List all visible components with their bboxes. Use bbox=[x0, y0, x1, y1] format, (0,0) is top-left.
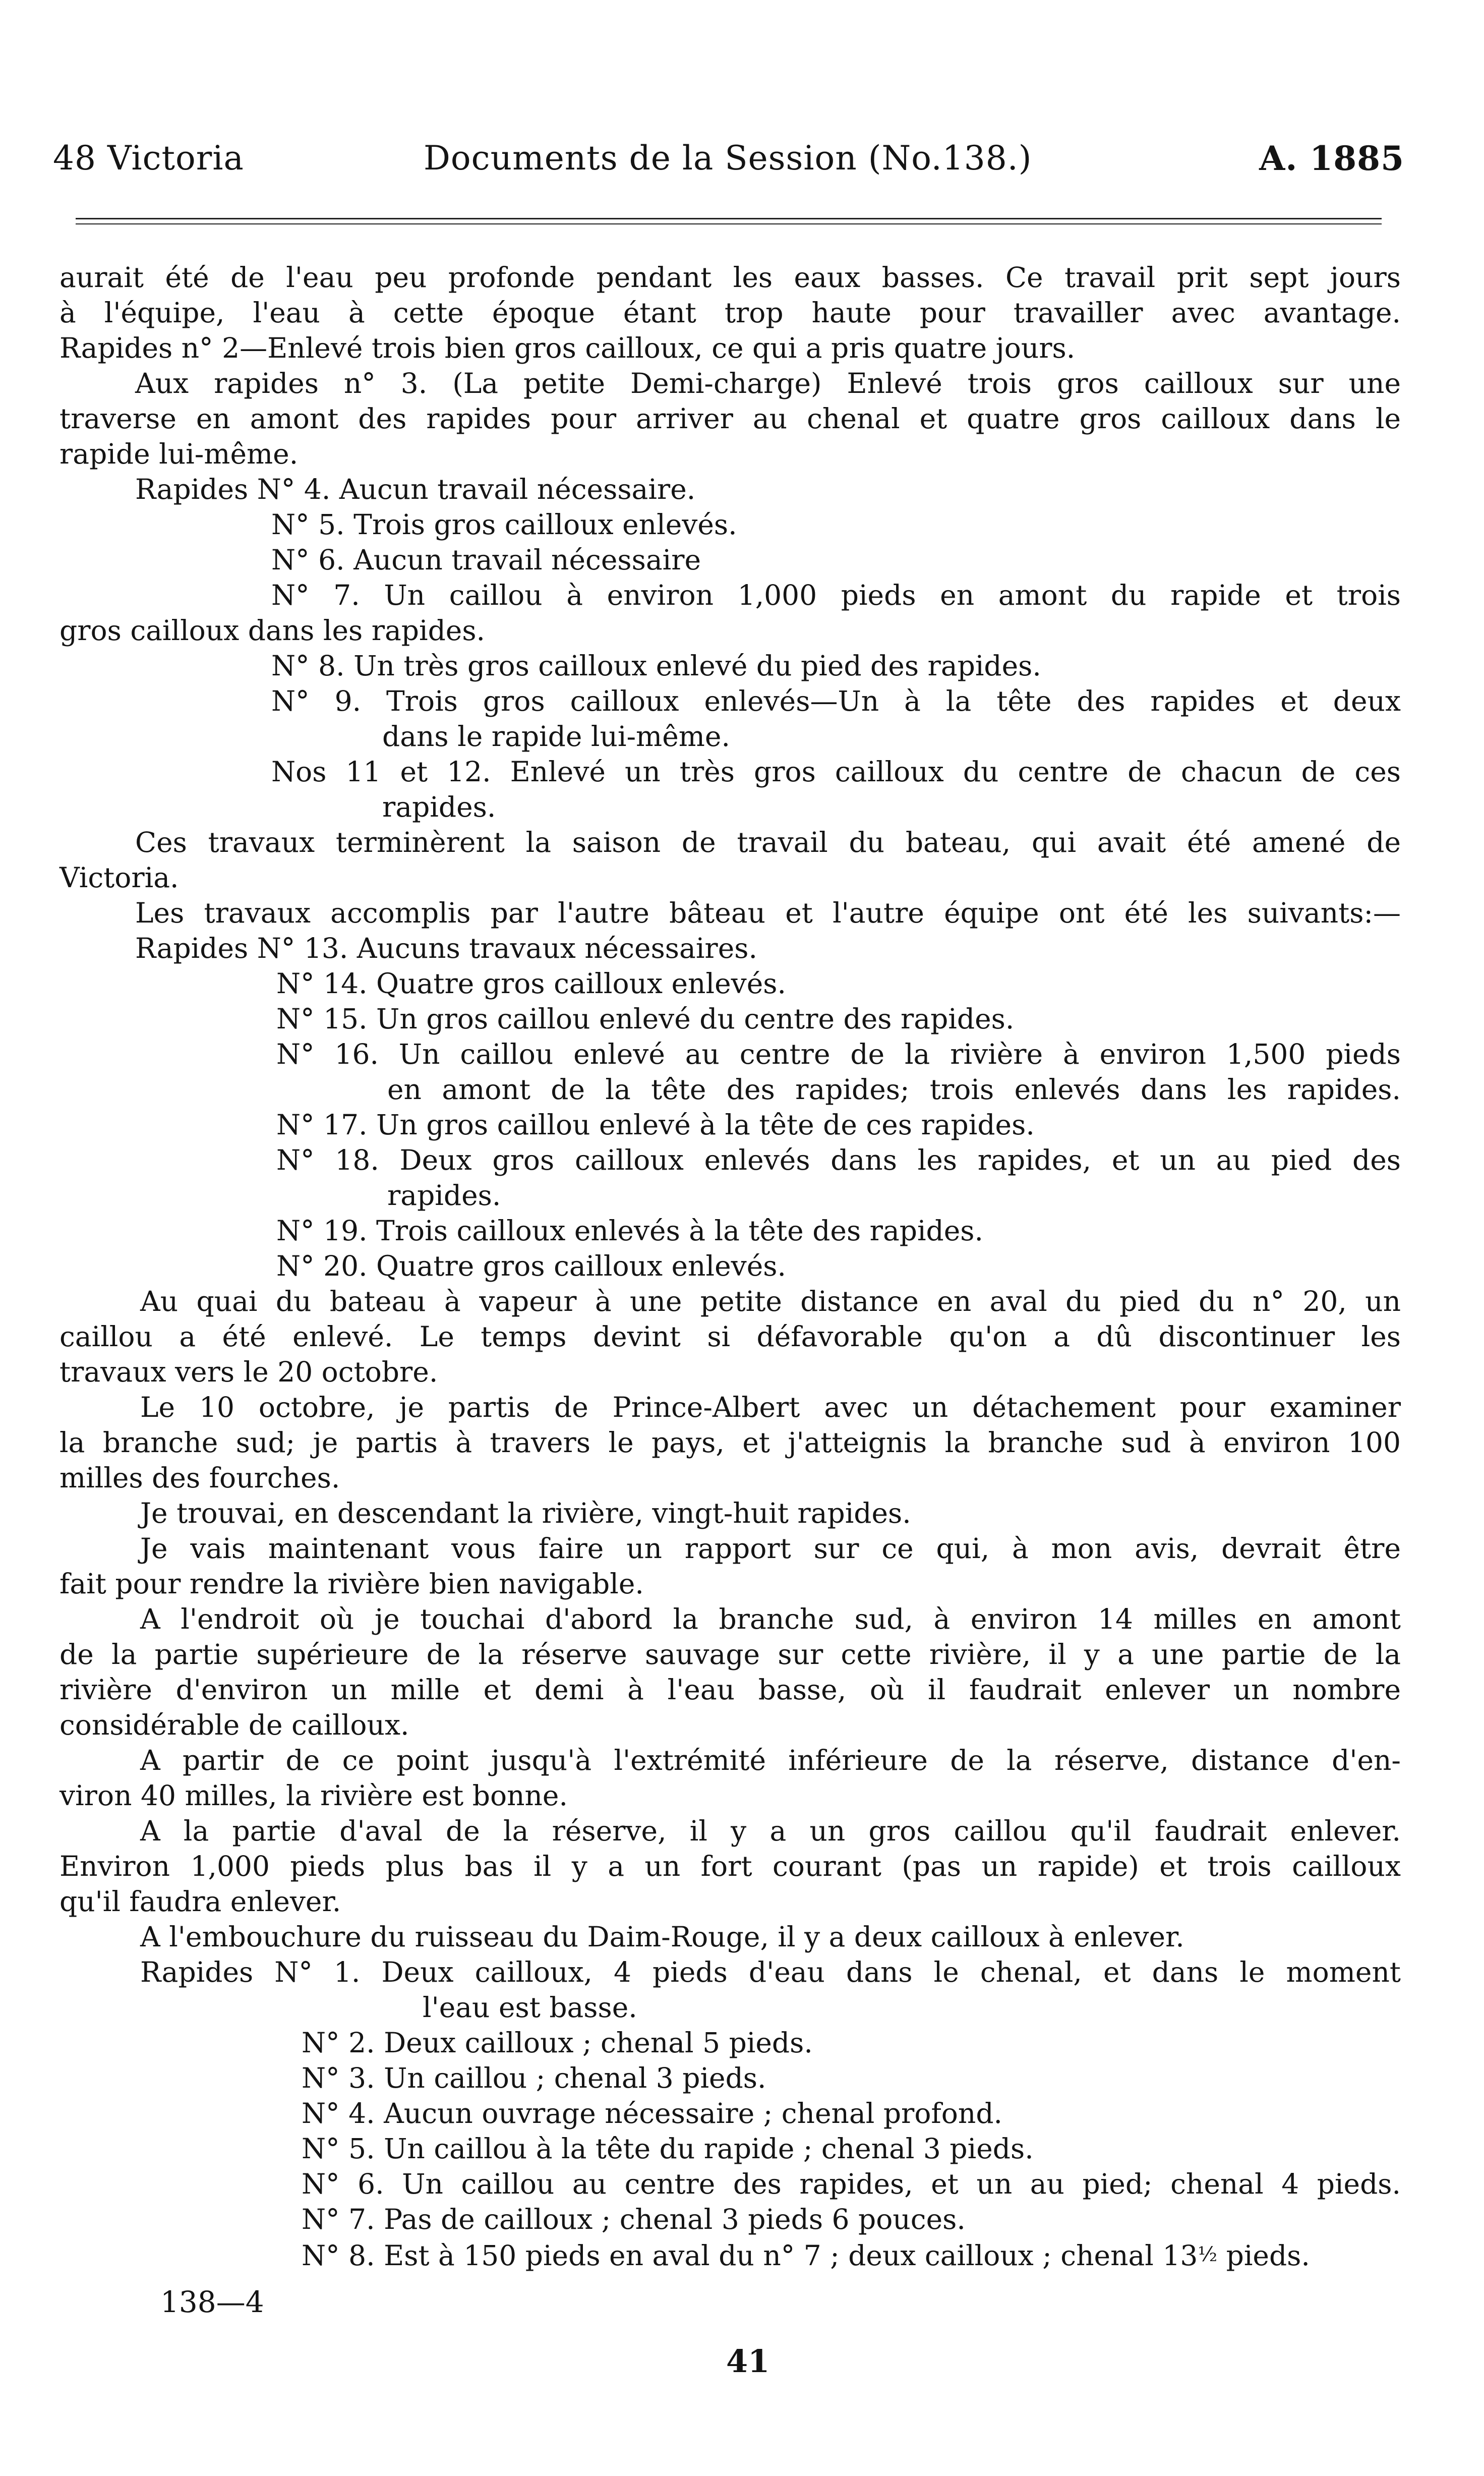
text-line: à l'équipe, l'eau à cette époque étant trop haute pour travailler avec avantage. bbox=[60, 297, 1401, 329]
text-line bbox=[60, 2237, 1401, 2272]
text-line: N° 15. Un gros caillou enlevé du centre des rapides. bbox=[276, 1003, 1015, 1035]
text-line: N° 5. Un caillou à la tête du rapide ; chenal 3 pieds. bbox=[302, 2133, 1034, 2165]
text-line: rivière d'environ un mille et demi à l'eau basse, où il faudrait enlever un nombre bbox=[60, 1674, 1401, 1706]
text-line: N° 9. Trois gros cailloux enlevés—Un à la tête des rapides et deux bbox=[271, 685, 1401, 717]
line-text: N° 8. Est à 150 pieds en aval du n° 7 ; deux cailloux ; chenal 13 bbox=[302, 2239, 1198, 2272]
text-line: N° 2. Deux cailloux ; chenal 5 pieds. bbox=[302, 2027, 813, 2059]
text-line: N° 6. Un caillou au centre des rapides, et un au pied; chenal 4 pieds. bbox=[302, 2168, 1401, 2200]
signature-mark: 138—4 bbox=[160, 2285, 264, 2319]
text-line: N° 17. Un gros caillou enlevé à la tête de ces rapides. bbox=[276, 1109, 1035, 1141]
text-line: N° 5. Trois gros cailloux enlevés. bbox=[271, 508, 737, 541]
text-line: N° 4. Aucun ouvrage nécessaire ; chenal profond. bbox=[302, 2097, 1003, 2129]
text-line: Je vais maintenant vous faire un rapport sur ce qui, à mon avis, devrait être bbox=[140, 1532, 1401, 1565]
text-line: caillou a été enlevé. Le temps devint si défavorable qu'on a dû discontinuer les bbox=[60, 1320, 1401, 1353]
text-line: rapides. bbox=[387, 1179, 501, 1212]
text-line: N° 7. Un caillou à environ 1,000 pieds en amont du rapide et trois bbox=[271, 579, 1401, 611]
text-line: Nos 11 et 12. Enlevé un très gros cailloux du centre de chacun de ces bbox=[271, 756, 1401, 788]
text-line: A l'endroit où je touchai d'abord la branche sud, à environ 14 milles en amont bbox=[140, 1603, 1401, 1635]
text-line: N° 20. Quatre gros cailloux enlevés. bbox=[276, 1250, 786, 1282]
page-number: 41 bbox=[726, 2343, 770, 2380]
text-line: Les travaux accomplis par l'autre bâteau et l'autre équipe ont été les suivants:— bbox=[135, 897, 1401, 929]
text-line: la branche sud; je partis à travers le pays, et j'atteignis la branche sud à environ 100 bbox=[60, 1426, 1401, 1459]
text-line: N° 16. Un caillou enlevé au centre de la rivière à environ 1,500 pieds bbox=[276, 1038, 1401, 1070]
text-line: viron 40 milles, la rivière est bonne. bbox=[60, 1779, 568, 1812]
text-line: N° 7. Pas de cailloux ; chenal 3 pieds 6 pouces. bbox=[302, 2203, 966, 2235]
header-rule-bottom bbox=[76, 223, 1382, 224]
text-line: Ces travaux terminèrent la saison de travail du bateau, qui avait été amené de bbox=[135, 826, 1401, 858]
text-line: N° 14. Quatre gros cailloux enlevés. bbox=[276, 967, 786, 1000]
text-line: dans le rapide lui-même. bbox=[382, 720, 730, 753]
text-line: en amont de la tête des rapides; trois enlevés dans les rapides. bbox=[387, 1073, 1401, 1106]
text-line: considérable de cailloux. bbox=[60, 1709, 409, 1741]
text-line: A l'embouchure du ruisseau du Daim-Rouge, il y a deux cailloux à enlever. bbox=[140, 1921, 1184, 1953]
body-text bbox=[60, 260, 1401, 2272]
text-line: rapide lui-même. bbox=[60, 438, 299, 470]
text-line: Victoria. bbox=[60, 861, 179, 894]
text-line: travaux vers le 20 octobre. bbox=[60, 1356, 438, 1388]
fraction: ½ bbox=[1198, 2243, 1218, 2266]
text-line: Rapides N° 1. Deux cailloux, 4 pieds d'eau dans le chenal, et dans le moment bbox=[140, 1956, 1401, 1988]
text-line: rapides. bbox=[382, 791, 496, 823]
text-line: gros cailloux dans les rapides. bbox=[60, 614, 486, 647]
text-line: Le 10 octobre, je partis de Prince-Albert avec un détachement pour examiner bbox=[140, 1391, 1401, 1423]
text-line: N° 6. Aucun travail nécessaire bbox=[271, 544, 701, 576]
text-line: N° 3. Un caillou ; chenal 3 pieds. bbox=[302, 2062, 766, 2094]
line-trail: pieds. bbox=[1217, 2239, 1310, 2272]
text-line: milles des fourches. bbox=[60, 1462, 340, 1494]
text-line: Rapides N° 13. Aucuns travaux nécessaires. bbox=[135, 932, 757, 964]
header-year: A. 1885 bbox=[1259, 139, 1404, 178]
text-line: Au quai du bateau à vapeur à une petite distance en aval du pied du n° 20, un bbox=[140, 1285, 1401, 1317]
text-line: N° 18. Deux gros cailloux enlevés dans les rapides, et un au pied des bbox=[276, 1144, 1401, 1176]
text-line: qu'il faudra enlever. bbox=[60, 1885, 341, 1918]
text-line: A partir de ce point jusqu'à l'extrémité inférieure de la réserve, distance d'en- bbox=[140, 1744, 1401, 1776]
text-line: l'eau est basse. bbox=[423, 1991, 637, 2024]
text-line: aurait été de l'eau peu profonde pendant les eaux basses. Ce travail prit sept jours bbox=[60, 261, 1401, 294]
text-line: Je trouvai, en descendant la rivière, vingt-huit rapides. bbox=[140, 1497, 911, 1529]
text-line: fait pour rendre la rivière bien navigable. bbox=[60, 1568, 644, 1600]
text-line: A la partie d'aval de la réserve, il y a un gros caillou qu'il faudrait enlever. bbox=[140, 1815, 1401, 1847]
text-line: Aux rapides n° 3. (La petite Demi-charge) Enlevé trois gros cailloux sur une bbox=[135, 367, 1401, 399]
running-header bbox=[53, 139, 1404, 194]
header-rule-top bbox=[76, 218, 1382, 219]
text-line: Rapides n° 2—Enlevé trois bien gros cailloux, ce qui a pris quatre jours. bbox=[60, 332, 1076, 364]
text-line: de la partie supérieure de la réserve sauvage sur cette rivière, il y a une partie de la bbox=[60, 1638, 1401, 1671]
text-line: traverse en amont des rapides pour arriver au chenal et quatre gros cailloux dans le bbox=[60, 402, 1401, 435]
header-title: Documents de la Session (No.138.) bbox=[424, 139, 1032, 178]
text-line: Rapides N° 4. Aucun travail nécessaire. bbox=[135, 473, 696, 505]
header-volume: 48 Victoria bbox=[53, 139, 244, 178]
text-line: Environ 1,000 pieds plus bas il y a un fort courant (pas un rapide) et trois cailloux bbox=[60, 1850, 1401, 1882]
text-line: N° 8. Un très gros cailloux enlevé du pied des rapides. bbox=[271, 650, 1041, 682]
text-line: N° 19. Trois cailloux enlevés à la tête des rapides. bbox=[276, 1215, 984, 1247]
